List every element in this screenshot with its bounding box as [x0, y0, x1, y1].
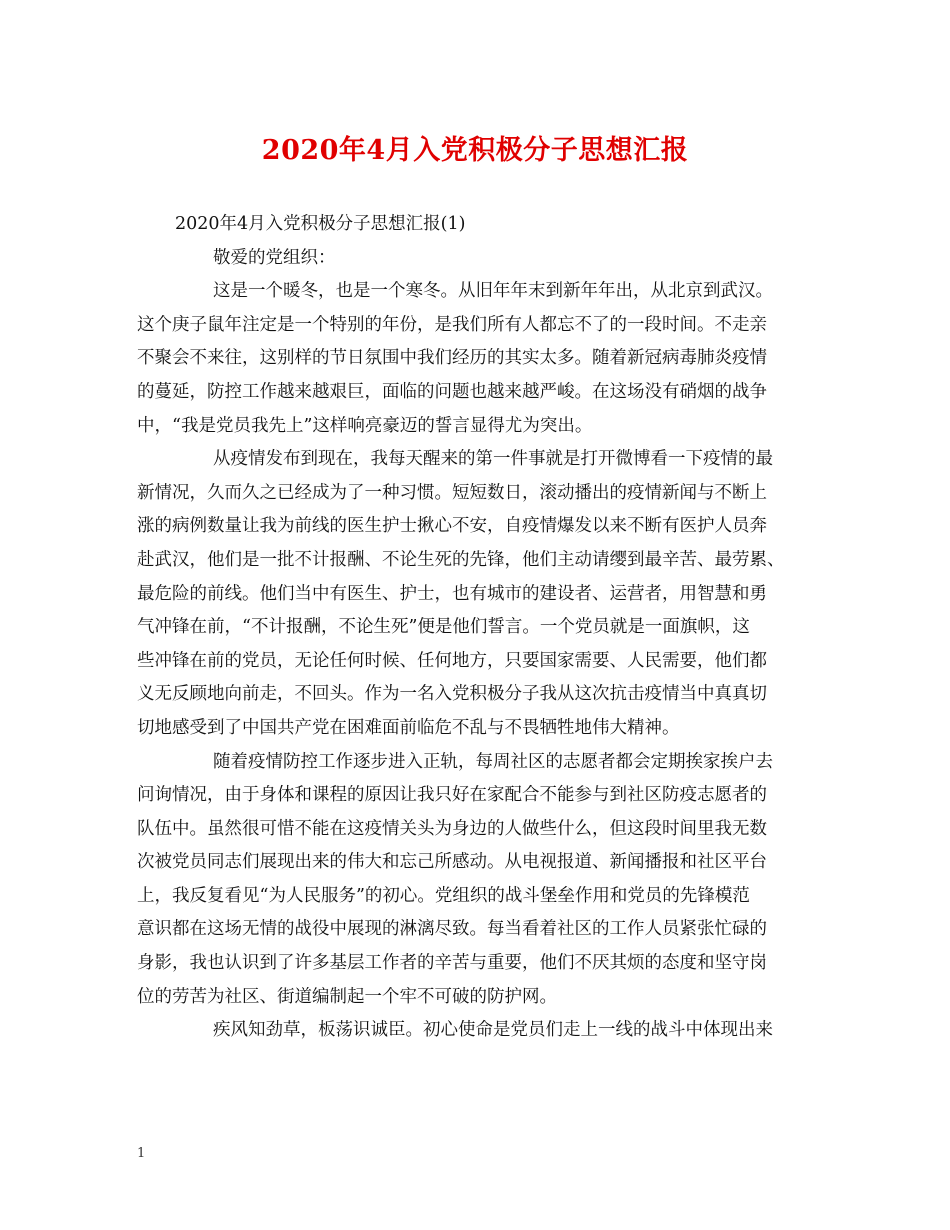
- document-title: 2020年4月入党积极分子思想汇报: [261, 135, 689, 166]
- paragraph-4-line: 疾风知劲草，板荡识诚臣。初心使命是党员们走上一线的战斗中体现出来: [213, 1020, 773, 1041]
- paragraph-2-line: 新情况，久而久之已经成为了一种习惯。短短数日，滚动播出的疫情新闻与不断上: [137, 482, 767, 503]
- paragraph-1-line: 这是一个暖冬，也是一个寒冬。从旧年年末到新年年出，从北京到武汉。: [213, 281, 773, 302]
- paragraph-1-line: 不聚会不来往，这别样的节日氛围中我们经历的其实太多。随着新冠病毒肺炎疫情: [137, 348, 767, 369]
- paragraph-3-line: 意识都在这场无情的战役中展现的淋漓尽致。每当看着社区的工作人员紧张忙碌的: [137, 919, 767, 940]
- paragraph-2-line: 义无反顾地向前走，不回头。作为一名入党积极分子我从这次抗击疫情当中真真切: [137, 684, 767, 705]
- paragraph-1-line: 这个庚子鼠年注定是一个特别的年份，是我们所有人都忘不了的一段时间。不走亲: [137, 314, 767, 335]
- paragraph-3-line: 队伍中。虽然很可惜不能在这疫情关头为身边的人做些什么，但这段时间里我无数: [137, 818, 767, 839]
- paragraph-2-line: 气冲锋在前，“不计报酬，不论生死”便是他们誓言。一个党员就是一面旗帜，这: [137, 617, 750, 638]
- paragraph-1-line: 的蔓延，防控工作越来越艰巨，面临的问题也越来越严峻。在这场没有硝烟的战争: [137, 381, 767, 402]
- paragraph-2-line: 些冲锋在前的党员，无论任何时候、任何地方，只要国家需要、人民需要，他们都: [137, 650, 767, 671]
- paragraph-3-line: 位的劳苦为社区、街道编制起一个牢不可破的防护网。: [137, 986, 557, 1007]
- paragraph-3-line: 次被党员同志们展现出来的伟大和忘己所感动。从电视报道、新闻播报和社区平台: [137, 852, 767, 873]
- paragraph-3-line: 身影，我也认识到了许多基层工作者的辛苦与重要，他们不厌其烦的态度和坚守岗: [137, 953, 767, 974]
- salutation-line: 敬爱的党组织：: [213, 247, 336, 268]
- paragraph-2-line: 涨的病例数量让我为前线的医生护士揪心不安，自疫情爆发以来不断有医护人员奔: [137, 516, 767, 537]
- paragraph-2-line: 切地感受到了中国共产党在困难面前临危不乱与不畏牺牲地伟大精神。: [137, 717, 680, 738]
- paragraph-3-line: 问询情况，由于身体和课程的原因让我只好在家配合不能参与到社区防疫志愿者的: [137, 785, 767, 806]
- paragraph-1-line: 中，“我是党员我先上”这样响亮豪迈的誓言显得尤为突出。: [137, 415, 593, 436]
- page-number: 1: [137, 1146, 146, 1161]
- paragraph-3-line: 随着疫情防控工作逐步进入正轨，每周社区的志愿者都会定期挨家挨户去: [213, 751, 773, 772]
- subtitle-line: 2020年4月入党积极分子思想汇报(1): [175, 214, 466, 234]
- paragraph-2-line: 从疫情发布到现在，我每天醒来的第一件事就是打开微博看一下疫情的最: [213, 449, 773, 470]
- paragraph-2-line: 赴武汉，他们是一批不计报酬、不论生死的先锋，他们主动请缨到最辛苦、最劳累、: [137, 549, 785, 570]
- paragraph-3-line: 上，我反复看见“为人民服务”的初心。党组织的战斗堡垒作用和党员的先锋模范: [137, 885, 750, 906]
- paragraph-2-line: 最危险的前线。他们当中有医生、护士，也有城市的建设者、运营者，用智慧和勇: [137, 583, 767, 604]
- document-body: [137, 208, 817, 1048]
